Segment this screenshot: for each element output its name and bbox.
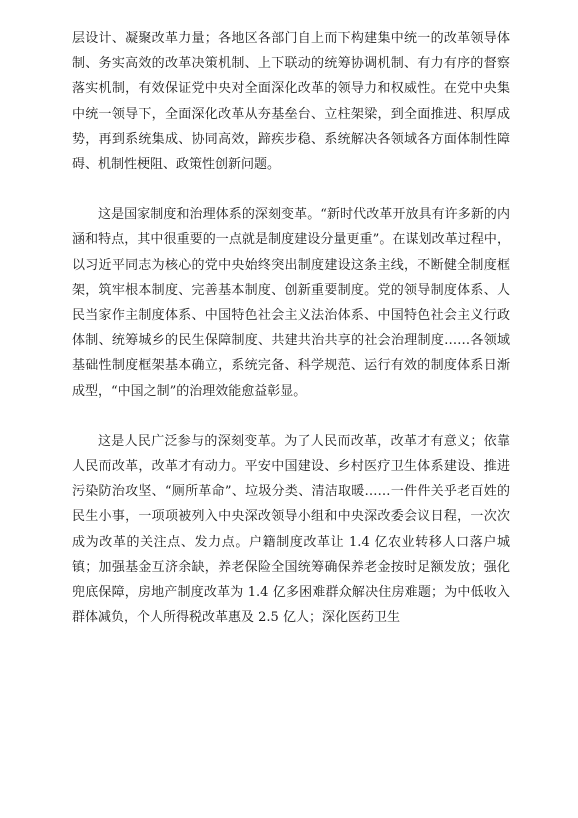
paragraph-1: 层设计、凝聚改革力量；各地区各部门自上而下构建集中统一的改革领导体制、务实高效的改革决策机制、上下联动的统筹协调机制、有力有序的督察落实机制，有效保证党中央对全面深化改革的领导力和权威性。在党中央集中统一领导下，全面深化改革从夯基垒台、立柱架梁，到全面推进、积厚成势，再到系统集成、协同高效，蹄疾步稳、系统解决各领域各方面体制性障碍、机制性梗阻、政策性创新问题。 bbox=[72, 31, 510, 173]
document-page bbox=[72, 26, 510, 630]
paragraph-3: 这是人民广泛参与的深刻变革。为了人民而改革，改革才有意义；依靠人民而改革，改革才有动力。平安中国建设、乡村医疗卫生体系建设、推进污染防治攻坚、“厕所革命”、垃圾分类、清洁取暖……一件件关乎老百姓的民生小事，一项项被列入中央深改领导小组和中央深改委会议日程，一次次成为改革的关注点、发力点。户籍制度改革让 1.4 亿农业转移人口落户城镇；加强基金互济余缺，养老保险全国统筹确保养老金按时足额发放；强化兜底保障，房地产制度改革为 1.4 亿多困难群众解决住房难题；为中低收入群体减负，个人所得税改革惠及 2.5 亿人；深化医药卫生 bbox=[72, 433, 510, 626]
paragraph-2: 这是国家制度和治理体系的深刻变革。“新时代改革开放具有许多新的内涵和特点，其中很重要的一点就是制度建设分量更重”。在谋划改革过程中，以习近平同志为核心的党中央始终突出制度建设这条主线，不断健全制度框架，筑牢根本制度、完善基本制度、创新重要制度。党的领导制度体系、人民当家作主制度体系、中国特色社会主义法治体系、中国特色社会主义行政体制、统筹城乡的民生保障制度、共建共治共享的社会治理制度……各领域基础性制度框架基本确立，系统完备、科学规范、运行有效的制度体系日渐成型，“中国之制”的治理效能愈益彰显。 bbox=[72, 207, 510, 399]
